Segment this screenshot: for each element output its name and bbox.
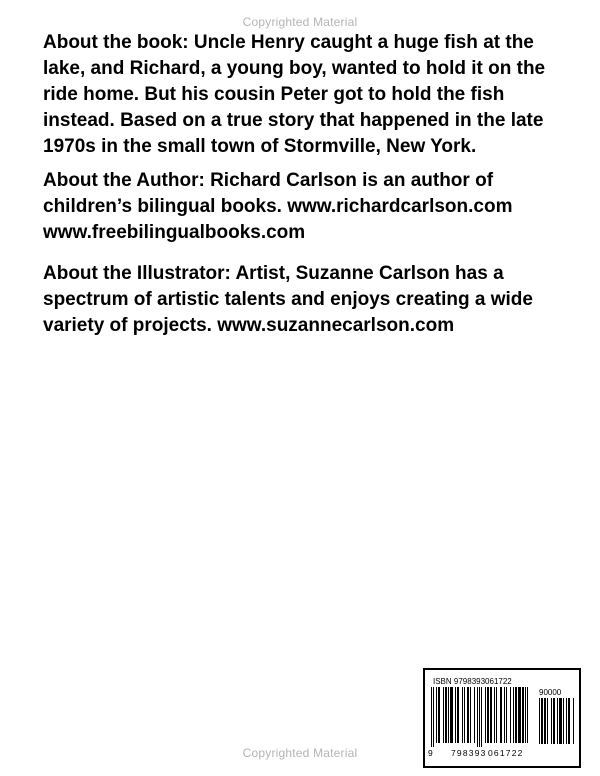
barcode-stripe (438, 687, 440, 743)
barcode-stripe (513, 687, 514, 743)
about-book-line: instead. Based on a true story that happened in the late (43, 110, 544, 131)
barcode-stripe (474, 687, 475, 743)
watermark-top: Copyrighted Material (242, 15, 358, 29)
barcode-stripe (487, 687, 489, 743)
barcode-stripe (541, 698, 543, 744)
barcode-stripe (573, 698, 574, 744)
barcode-stripe (445, 687, 447, 743)
barcode-stripe (450, 687, 453, 743)
barcode-stripe (506, 687, 507, 743)
isbn-label: ISBN 9798393061722 (433, 677, 512, 686)
barcode-stripe (433, 687, 434, 747)
barcode-stripe (559, 698, 562, 744)
barcode-stripe (557, 698, 558, 744)
about-illustrator-line: variety of projects. www.suzannecarlson.com (43, 315, 455, 336)
barcode-stripe (457, 687, 459, 743)
barcode-stripe (436, 687, 437, 743)
price-code: 90000 (539, 688, 562, 697)
barcode-stripe (464, 687, 465, 743)
about-book-line: lake, and Richard, a young boy, wanted to hold it on the (43, 58, 546, 79)
about-the-author (43, 168, 573, 246)
barcode-stripe (490, 687, 492, 743)
barcode-stripe (566, 698, 567, 744)
barcode-digit-first: 9 (428, 748, 433, 758)
barcode-stripe (539, 698, 540, 744)
barcode-stripe (553, 698, 555, 744)
barcode-digits-right: 061722 (488, 748, 524, 758)
barcode-stripe (496, 687, 497, 743)
barcode-stripe (518, 687, 521, 743)
barcode-bars (431, 687, 533, 749)
about-illustrator-line: About the Illustrator: Artist, Suzanne Carlson has a (43, 263, 504, 284)
barcode-stripe (494, 687, 495, 743)
barcode-stripe (510, 687, 511, 743)
barcode-stripe (462, 687, 463, 743)
barcode-stripe (448, 687, 449, 743)
barcode-stripe (522, 687, 524, 743)
about-book-line: ride home. But his cousin Peter got to hold the fish (43, 84, 505, 105)
barcode-stripe (515, 687, 517, 743)
barcode-stripe (470, 687, 471, 743)
barcode-stripe (551, 698, 552, 744)
barcode-stripe (563, 698, 564, 744)
barcode-stripe (477, 687, 478, 747)
barcode-stripe (525, 687, 526, 743)
about-author-line: About the Author: Richard Carlson is an author of (43, 170, 494, 191)
barcode-stripe (481, 687, 482, 747)
barcode-stripe (455, 687, 456, 743)
about-the-illustrator (43, 261, 573, 339)
about-book-line: About the book: Uncle Henry caught a huge fish at the (43, 32, 534, 53)
barcode-stripe (479, 687, 480, 747)
barcode-stripe (431, 687, 432, 747)
barcode-stripe (504, 687, 505, 743)
barcode-stripe (500, 687, 502, 743)
about-author-line: www.freebilingualbooks.com (43, 222, 306, 243)
about-author-line: children’s bilingual books. www.richardcarlson.com (43, 196, 513, 217)
barcode-stripe (568, 698, 570, 744)
barcode-stripe (467, 687, 469, 743)
about-book-line: 1970s in the small town of Stormville, New York. (43, 136, 477, 157)
watermark-bottom: Copyrighted Material (242, 746, 358, 760)
barcode-stripe (544, 698, 546, 744)
about-the-book (43, 30, 573, 160)
barcode-stripe (443, 687, 444, 743)
barcode-stripe (547, 698, 548, 744)
barcode-addon-bars (539, 698, 577, 748)
barcode-stripe (485, 687, 486, 743)
about-illustrator-line: spectrum of artistic talents and enjoys creating a wide (43, 289, 533, 310)
barcode-digits-left: 798393 (451, 748, 487, 758)
barcode-stripe (527, 687, 528, 743)
